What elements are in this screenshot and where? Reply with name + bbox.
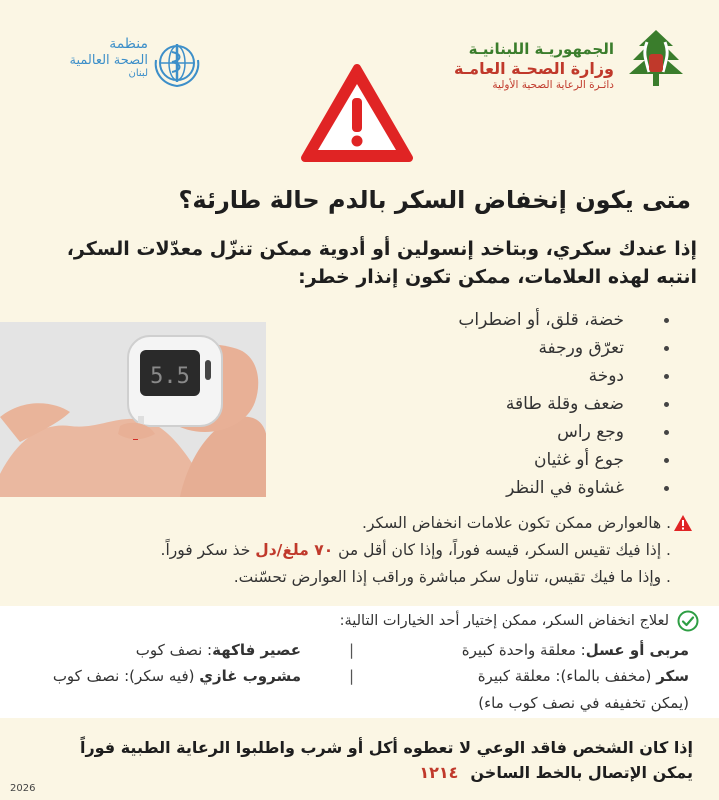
footer-line-2 [20,761,693,786]
option-honey [462,641,689,659]
emergency-footer [20,736,693,786]
list-item [409,474,669,502]
glucometer-photo [0,322,266,497]
small-warning-icon [673,514,693,532]
bullet-icon [664,346,669,351]
list-item [409,390,669,418]
moh-cedar-logo [621,28,691,92]
glucometer-reading: 5.5 [150,364,190,389]
moh-ministry-name: وزارة الصحـة العامـة [453,58,614,78]
footer-line-1: إذا كان الشخص فاقد الوعي لا تعطوه أكل أو شرب واطلبوا الرعاية الطبية فوراً [79,738,693,757]
option-sugar-note: (يمكن تخفيفه في نصف كوب ماء) [478,694,689,712]
bullet-icon [664,402,669,407]
option-separator: | [348,667,354,685]
symptom-text: تعرّق ورجفة [538,338,624,358]
option-amount: : معلقة واحدة كبيرة [461,641,586,659]
who-text-block [40,36,148,80]
option-name: سكر [656,667,689,685]
list-item [409,418,669,446]
bullet-icon [664,318,669,323]
moh-country-name: الجمهوريـة اللبنانيـة [468,40,614,58]
who-name-line1: منظمة [109,36,148,52]
who-name-line2: الصحة العالمية [69,52,148,68]
glucose-threshold: ٧٠ ملغ/دل [255,541,334,559]
option-name: عصير فاكهة [212,641,301,659]
alert-line-1: . هالعوارض ممكن تكون علامات انخفاض السكر. [362,514,671,532]
intro-paragraph: إذا عندك سكري، وبتاخد إنسولين أو أدوية ممكن تنزّل معدّلات السكر، انتبه لهذه العلامات، ممكن تكون إنذار خطر: [66,238,697,288]
bullet-icon [664,430,669,435]
option-soda [53,667,301,685]
option-amount: : نصف كوب [135,641,213,659]
treatment-title: لعلاج انخفاض السكر، ممكن إختيار أحد الخيارات التالية: [339,613,669,629]
symptom-text: وجع راس [557,422,624,442]
bullet-icon [664,486,669,491]
page-title: متى يكون إنخفاض السكر بالدم حالة طارئة؟ [178,186,691,214]
alert-line-2-start: . إذا فيك تقيس السكر، قيسه فوراً، وإذا كان أقل من [333,541,671,559]
who-country: لبنان [128,68,148,80]
who-emblem-icon [150,36,204,90]
option-separator: | [348,641,354,659]
warning-triangle-icon [299,62,415,166]
check-circle-icon [677,610,699,632]
symptom-text: جوع أو غثيان [534,450,624,470]
option-amount: (مخفف بالماء): معلقة كبيرة [477,667,657,685]
option-name: مشروب غازي [199,667,301,685]
list-item [409,446,669,474]
hotline-label: يمكن الإتصال بالخط الساخن [470,762,693,782]
moh-department-name: دائـرة الرعاية الصحية الأولية [492,78,614,91]
symptom-text: ضعف وقلة طاقة [505,394,624,414]
option-sugar [478,667,689,685]
list-item [409,306,669,334]
alert-line-2-end: خذ سكر فوراً. [160,541,256,559]
list-item [409,334,669,362]
symptom-list [409,306,669,502]
symptom-text: دوخة [588,366,624,386]
bullet-icon [664,374,669,379]
symptom-text: خضة، قلق، أو اضطراب [458,310,624,330]
bullet-icon [664,458,669,463]
alert-line-2 [18,541,671,559]
hotline-number: ١٢١٤ [419,762,459,782]
list-item [409,362,669,390]
symptom-text: غشاوة في النظر [506,478,624,498]
alert-line-3: . وإذا ما فيك تقيس، تناول سكر مباشرة وراقب إذا العوارض تحسّنت. [233,568,671,586]
year-label: 2026 [10,783,36,794]
option-amount: (فيه سكر): نصف كوب [52,667,200,685]
option-name: مربى أو عسل [585,641,689,659]
option-juice [136,641,301,659]
moh-text-block [454,40,614,92]
